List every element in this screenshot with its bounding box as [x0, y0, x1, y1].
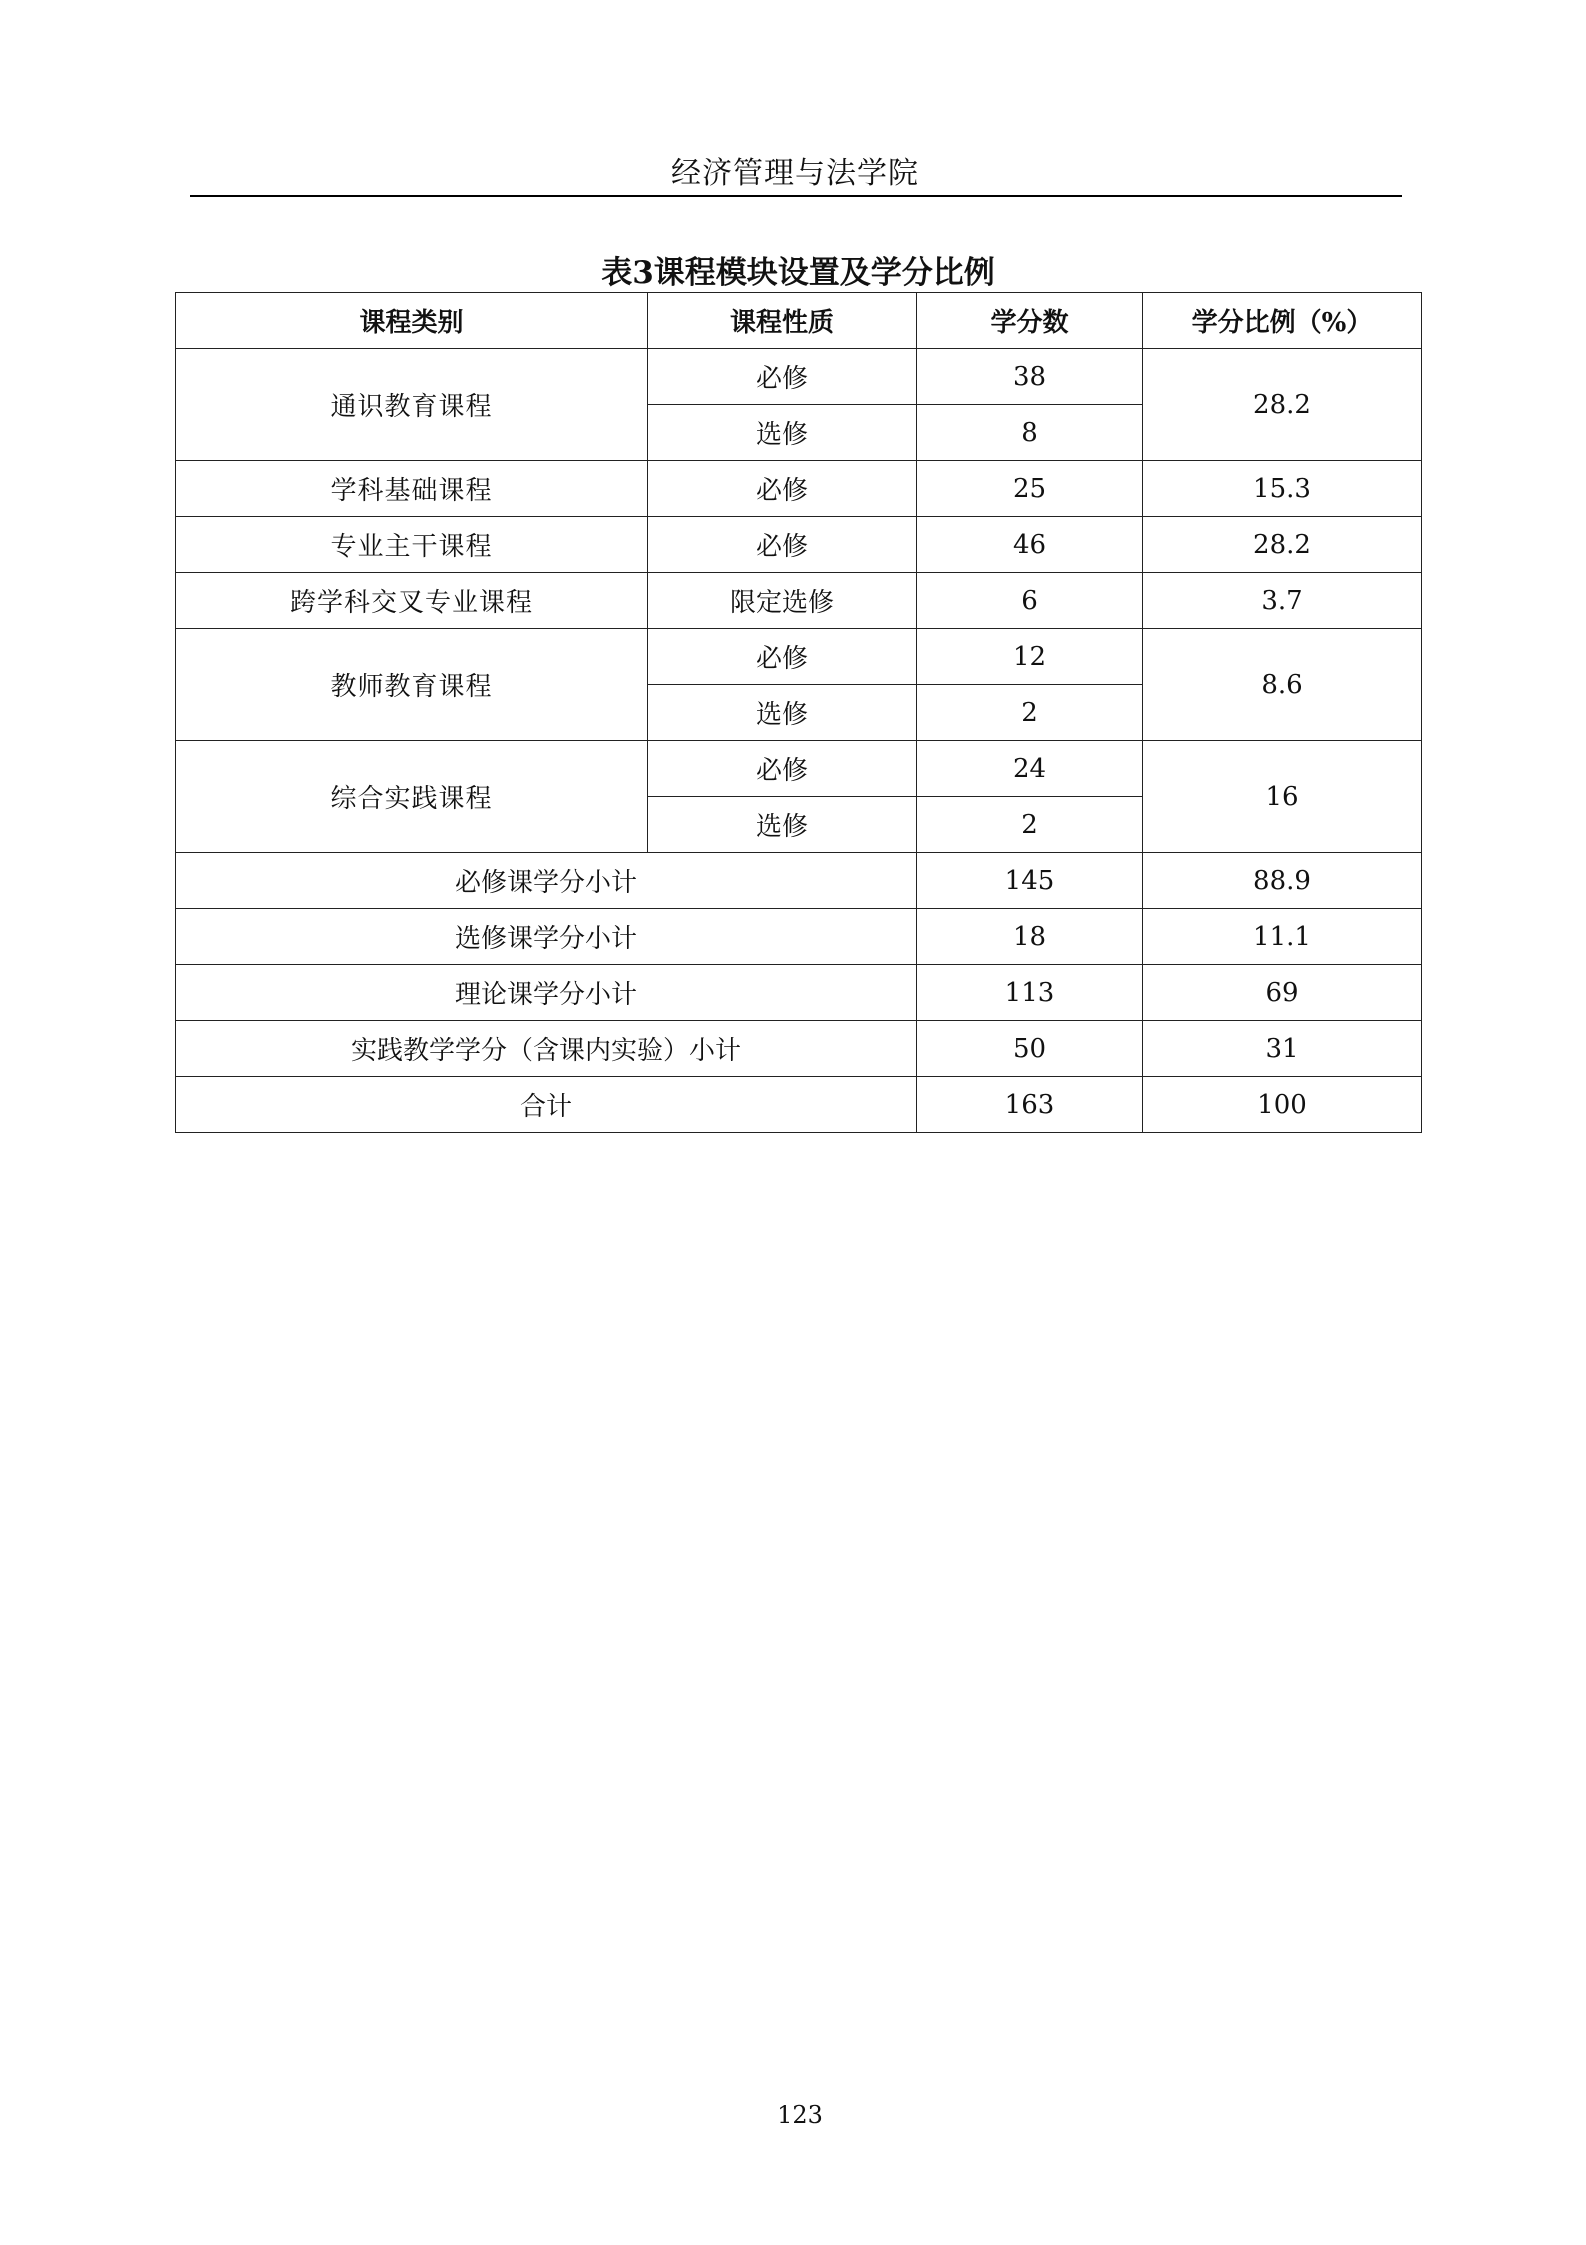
- header-title: 经济管理与法学院: [671, 156, 919, 191]
- nature-cell: 必修: [648, 517, 917, 573]
- table-caption: 表3课程模块设置及学分比例: [601, 255, 995, 291]
- credits-cell: 50: [917, 1021, 1143, 1077]
- nature-cell: 必修: [648, 349, 917, 405]
- category-cell: 通识教育课程: [176, 349, 648, 461]
- subtotal-row: [176, 965, 1422, 1021]
- ratio-cell: 28.2: [1143, 349, 1422, 461]
- total-row: [176, 1077, 1422, 1133]
- ratio-cell: 11.1: [1143, 909, 1422, 965]
- credits-cell: 2: [917, 685, 1143, 741]
- subtotal-row: [176, 909, 1422, 965]
- category-cell: 跨学科交叉专业课程: [176, 573, 648, 629]
- nature-cell: 必修: [648, 461, 917, 517]
- nature-cell: 选修: [648, 685, 917, 741]
- col-header-nature: 课程性质: [648, 293, 917, 349]
- subtotal-label: 必修课学分小计: [176, 853, 917, 909]
- credits-cell: 2: [917, 797, 1143, 853]
- ratio-cell: 16: [1143, 741, 1422, 853]
- credits-cell: 24: [917, 741, 1143, 797]
- nature-cell: 选修: [648, 405, 917, 461]
- credits-table: [175, 292, 1422, 1133]
- col-header-ratio: 学分比例（%）: [1143, 293, 1422, 349]
- category-cell: 学科基础课程: [176, 461, 648, 517]
- credits-cell: 145: [917, 853, 1143, 909]
- ratio-cell: 31: [1143, 1021, 1422, 1077]
- credits-cell: 38: [917, 349, 1143, 405]
- total-label: 合计: [176, 1077, 917, 1133]
- credits-cell: 8: [917, 405, 1143, 461]
- table-row: [176, 461, 1422, 517]
- table-row: [176, 741, 1422, 797]
- table-row: [176, 629, 1422, 685]
- subtotal-row: [176, 853, 1422, 909]
- ratio-cell: 28.2: [1143, 517, 1422, 573]
- table-row: [176, 517, 1422, 573]
- category-cell: 教师教育课程: [176, 629, 648, 741]
- credits-cell: 18: [917, 909, 1143, 965]
- ratio-cell: 69: [1143, 965, 1422, 1021]
- category-cell: 综合实践课程: [176, 741, 648, 853]
- nature-cell: 必修: [648, 741, 917, 797]
- credits-cell: 6: [917, 573, 1143, 629]
- ratio-cell: 8.6: [1143, 629, 1422, 741]
- ratio-cell: 15.3: [1143, 461, 1422, 517]
- subtotal-label: 理论课学分小计: [176, 965, 917, 1021]
- subtotal-label: 实践教学学分（含课内实验）小计: [176, 1021, 917, 1077]
- credits-cell: 25: [917, 461, 1143, 517]
- page-number: 123: [777, 2101, 823, 2129]
- col-header-category: 课程类别: [176, 293, 648, 349]
- credits-cell: 12: [917, 629, 1143, 685]
- ratio-cell: 3.7: [1143, 573, 1422, 629]
- ratio-cell: 88.9: [1143, 853, 1422, 909]
- table-row: [176, 573, 1422, 629]
- col-header-credits: 学分数: [917, 293, 1143, 349]
- ratio-cell: 100: [1143, 1077, 1422, 1133]
- header-divider: [190, 195, 1402, 197]
- credits-cell: 46: [917, 517, 1143, 573]
- table-row: [176, 349, 1422, 405]
- subtotal-row: [176, 1021, 1422, 1077]
- credits-cell: 163: [917, 1077, 1143, 1133]
- nature-cell: 限定选修: [648, 573, 917, 629]
- table-header-row: [176, 293, 1422, 349]
- category-cell: 专业主干课程: [176, 517, 648, 573]
- subtotal-label: 选修课学分小计: [176, 909, 917, 965]
- nature-cell: 选修: [648, 797, 917, 853]
- nature-cell: 必修: [648, 629, 917, 685]
- credits-cell: 113: [917, 965, 1143, 1021]
